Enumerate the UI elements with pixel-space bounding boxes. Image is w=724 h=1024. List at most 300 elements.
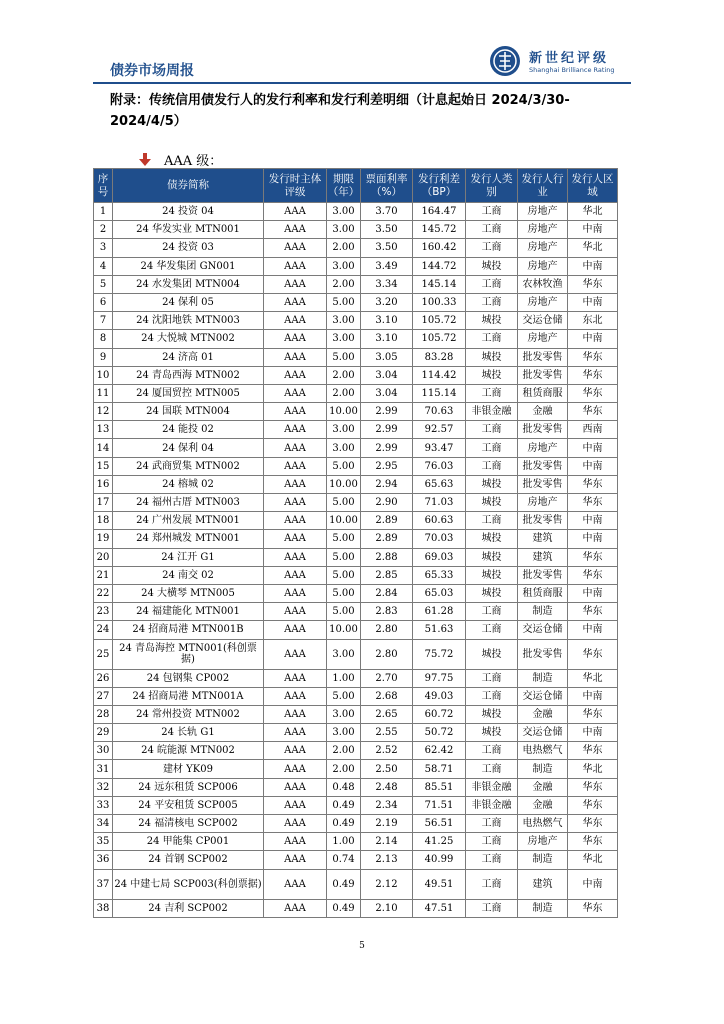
- table-row: [94, 778, 618, 796]
- table-cell: AAA: [264, 221, 327, 239]
- table-cell: 城投: [466, 348, 518, 366]
- table-cell: 3.00: [327, 705, 361, 723]
- table-cell: 华东: [568, 899, 618, 917]
- table-cell: AAA: [264, 584, 327, 602]
- table-cell: 工商: [466, 851, 518, 869]
- table-cell: 2.65: [361, 705, 413, 723]
- table-cell: AAA: [264, 869, 327, 899]
- table-row: [94, 512, 618, 530]
- table-cell: 工商: [466, 221, 518, 239]
- table-cell: 60.72: [413, 705, 466, 723]
- table-cell: 批发零售: [518, 639, 568, 669]
- table-cell: 3.49: [361, 257, 413, 275]
- table-cell: 28: [94, 705, 113, 723]
- table-row: [94, 584, 618, 602]
- table-cell: AAA: [264, 293, 327, 311]
- table-cell: AAA: [264, 203, 327, 221]
- table-cell: 7: [94, 312, 113, 330]
- table-cell: 3.00: [327, 257, 361, 275]
- table-row: [94, 603, 618, 621]
- table-cell: AAA: [264, 312, 327, 330]
- table-cell: 城投: [466, 366, 518, 384]
- table-cell: 华东: [568, 366, 618, 384]
- table-cell: 3.50: [361, 239, 413, 257]
- table-row: [94, 366, 618, 384]
- table-cell: 3.00: [327, 312, 361, 330]
- table-cell: 0.48: [327, 778, 361, 796]
- table-cell: 24 远东租赁 SCP006: [113, 778, 264, 796]
- table-cell: 2.00: [327, 239, 361, 257]
- table-cell: 50.72: [413, 724, 466, 742]
- bond-issuance-table: [93, 168, 618, 918]
- table-cell: AAA: [264, 257, 327, 275]
- table-row: [94, 869, 618, 899]
- table-cell: 33: [94, 796, 113, 814]
- table-row: [94, 687, 618, 705]
- table-cell: 24 武商贸集 MTN002: [113, 457, 264, 475]
- table-cell: AAA: [264, 705, 327, 723]
- table-cell: 160.42: [413, 239, 466, 257]
- table-cell: 中南: [568, 530, 618, 548]
- table-cell: 房地产: [518, 833, 568, 851]
- table-cell: 60.63: [413, 512, 466, 530]
- table-cell: 房地产: [518, 221, 568, 239]
- table-cell: 工商: [466, 421, 518, 439]
- table-cell: 2.19: [361, 815, 413, 833]
- grade-label: AAA 级：: [164, 154, 223, 169]
- table-cell: 2.70: [361, 669, 413, 687]
- table-cell: 中南: [568, 330, 618, 348]
- table-cell: 24 福清核电 SCP002: [113, 815, 264, 833]
- table-cell: 金融: [518, 778, 568, 796]
- table-cell: 51.63: [413, 621, 466, 639]
- table-cell: 3.20: [361, 293, 413, 311]
- table-cell: 工商: [466, 439, 518, 457]
- table-cell: 20: [94, 548, 113, 566]
- table-cell: 2.83: [361, 603, 413, 621]
- table-cell: 144.72: [413, 257, 466, 275]
- table-cell: 24 厦国贸控 MTN005: [113, 384, 264, 402]
- table-cell: 东北: [568, 312, 618, 330]
- table-cell: 25: [94, 639, 113, 669]
- table-cell: 2.68: [361, 687, 413, 705]
- table-cell: 24 济高 01: [113, 348, 264, 366]
- table-cell: 批发零售: [518, 348, 568, 366]
- table-cell: AAA: [264, 815, 327, 833]
- table-cell: 105.72: [413, 330, 466, 348]
- table-cell: 华东: [568, 796, 618, 814]
- table-row: [94, 530, 618, 548]
- table-cell: 城投: [466, 566, 518, 584]
- table-cell: 76.03: [413, 457, 466, 475]
- table-row: [94, 439, 618, 457]
- table-cell: 0.49: [327, 796, 361, 814]
- table-cell: 交运仓储: [518, 687, 568, 705]
- table-cell: 24 皖能源 MTN002: [113, 742, 264, 760]
- table-cell: 24 青岛西海 MTN002: [113, 366, 264, 384]
- table-cell: 中南: [568, 221, 618, 239]
- table-cell: 批发零售: [518, 475, 568, 493]
- table-cell: 5.00: [327, 584, 361, 602]
- table-cell: 83.28: [413, 348, 466, 366]
- table-cell: AAA: [264, 494, 327, 512]
- table-row: [94, 421, 618, 439]
- table-cell: 5.00: [327, 548, 361, 566]
- table-cell: 2.50: [361, 760, 413, 778]
- table-cell: 建筑: [518, 548, 568, 566]
- table-cell: AAA: [264, 621, 327, 639]
- table-cell: 62.42: [413, 742, 466, 760]
- table-cell: 38: [94, 899, 113, 917]
- table-cell: 中南: [568, 512, 618, 530]
- table-cell: AAA: [264, 760, 327, 778]
- table-row: [94, 833, 618, 851]
- table-cell: 租赁商服: [518, 384, 568, 402]
- table-row: [94, 221, 618, 239]
- column-header: 发行利差（BP）: [413, 169, 466, 203]
- table-cell: 65.63: [413, 475, 466, 493]
- table-cell: 房地产: [518, 293, 568, 311]
- table-cell: 145.72: [413, 221, 466, 239]
- table-cell: 华北: [568, 851, 618, 869]
- table-cell: 城投: [466, 548, 518, 566]
- table-cell: 金融: [518, 796, 568, 814]
- table-cell: 10.00: [327, 475, 361, 493]
- table-cell: 2.80: [361, 639, 413, 669]
- table-cell: 12: [94, 403, 113, 421]
- table-cell: 2.80: [361, 621, 413, 639]
- table-cell: AAA: [264, 403, 327, 421]
- table-cell: AAA: [264, 899, 327, 917]
- table-cell: 2.99: [361, 421, 413, 439]
- table-cell: 中南: [568, 439, 618, 457]
- table-cell: AAA: [264, 384, 327, 402]
- table-cell: 非银金融: [466, 796, 518, 814]
- table-cell: 建筑: [518, 869, 568, 899]
- table-cell: 2.52: [361, 742, 413, 760]
- table-cell: 城投: [466, 584, 518, 602]
- table-cell: 华北: [568, 239, 618, 257]
- table-cell: 2.94: [361, 475, 413, 493]
- table-cell: 3.04: [361, 366, 413, 384]
- table-cell: 制造: [518, 899, 568, 917]
- table-cell: 34: [94, 815, 113, 833]
- table-cell: 24 吉利 SCP002: [113, 899, 264, 917]
- table-cell: 华北: [568, 669, 618, 687]
- table-cell: 24 保利 05: [113, 293, 264, 311]
- table-cell: 13: [94, 421, 113, 439]
- table-cell: AAA: [264, 833, 327, 851]
- table-row: [94, 669, 618, 687]
- table-cell: 金融: [518, 403, 568, 421]
- table-cell: AAA: [264, 530, 327, 548]
- table-cell: 24 华发实业 MTN001: [113, 221, 264, 239]
- table-cell: 24 福州古厝 MTN003: [113, 494, 264, 512]
- table-cell: 10: [94, 366, 113, 384]
- table-cell: 工商: [466, 899, 518, 917]
- table-cell: 17: [94, 494, 113, 512]
- table-cell: 工商: [466, 457, 518, 475]
- appendix-title: 附录：传统信用债发行人的发行利率和发行利差明细（计息起始日 2024/3/30-2024/4/5）: [110, 93, 570, 129]
- table-cell: 2.48: [361, 778, 413, 796]
- column-header: 债券简称: [113, 169, 264, 203]
- table-cell: 交运仓储: [518, 312, 568, 330]
- table-cell: 24 首钢 SCP002: [113, 851, 264, 869]
- table-cell: 批发零售: [518, 512, 568, 530]
- table-cell: 工商: [466, 330, 518, 348]
- table-cell: 2.89: [361, 512, 413, 530]
- table-row: [94, 796, 618, 814]
- table-cell: 城投: [466, 530, 518, 548]
- table-cell: 24 南交 02: [113, 566, 264, 584]
- table-cell: AAA: [264, 366, 327, 384]
- table-cell: 华东: [568, 475, 618, 493]
- table-cell: 29: [94, 724, 113, 742]
- table-cell: 24 中建七局 SCP003(科创票据): [113, 869, 264, 899]
- table-cell: 2.89: [361, 530, 413, 548]
- table-row: [94, 760, 618, 778]
- table-cell: 24 郑州城发 MTN001: [113, 530, 264, 548]
- page-header: [93, 40, 631, 84]
- page-number: 5: [359, 941, 365, 951]
- table-cell: 房地产: [518, 494, 568, 512]
- table-row: [94, 815, 618, 833]
- table-cell: AAA: [264, 778, 327, 796]
- table-cell: 工商: [466, 621, 518, 639]
- table-cell: AAA: [264, 742, 327, 760]
- table-cell: 中南: [568, 293, 618, 311]
- table-cell: 3.04: [361, 384, 413, 402]
- table-cell: 11: [94, 384, 113, 402]
- table-cell: 0.49: [327, 869, 361, 899]
- table-cell: AAA: [264, 724, 327, 742]
- table-cell: 2.90: [361, 494, 413, 512]
- table-cell: 115.14: [413, 384, 466, 402]
- table-cell: AAA: [264, 421, 327, 439]
- table-cell: 49.51: [413, 869, 466, 899]
- table-cell: 华东: [568, 833, 618, 851]
- table-cell: AAA: [264, 687, 327, 705]
- table-cell: 40.99: [413, 851, 466, 869]
- table-cell: AAA: [264, 548, 327, 566]
- table-cell: 房地产: [518, 239, 568, 257]
- table-cell: 3.50: [361, 221, 413, 239]
- table-cell: AAA: [264, 475, 327, 493]
- table-cell: 工商: [466, 687, 518, 705]
- table-cell: 3: [94, 239, 113, 257]
- table-cell: 5.00: [327, 566, 361, 584]
- table-cell: 41.25: [413, 833, 466, 851]
- column-header: 序号: [94, 169, 113, 203]
- table-cell: 华东: [568, 815, 618, 833]
- table-cell: 49.03: [413, 687, 466, 705]
- table-row: [94, 457, 618, 475]
- table-cell: AAA: [264, 239, 327, 257]
- table-cell: 2.14: [361, 833, 413, 851]
- table-cell: 1.00: [327, 669, 361, 687]
- table-cell: 2.00: [327, 366, 361, 384]
- table-cell: 10.00: [327, 403, 361, 421]
- table-cell: 32: [94, 778, 113, 796]
- table-cell: 房地产: [518, 257, 568, 275]
- table-row: [94, 548, 618, 566]
- table-cell: 2.00: [327, 275, 361, 293]
- table-cell: 97.75: [413, 669, 466, 687]
- table-cell: 建筑: [518, 530, 568, 548]
- table-cell: 华东: [568, 705, 618, 723]
- table-cell: 31: [94, 760, 113, 778]
- table-cell: 城投: [466, 639, 518, 669]
- table-cell: AAA: [264, 639, 327, 669]
- table-cell: 华东: [568, 742, 618, 760]
- table-cell: 西南: [568, 421, 618, 439]
- table-cell: 制造: [518, 603, 568, 621]
- table-cell: 华北: [568, 760, 618, 778]
- column-header: 发行人区域: [568, 169, 618, 203]
- table-cell: 中南: [568, 457, 618, 475]
- table-cell: 24 大悦城 MTN002: [113, 330, 264, 348]
- table-cell: 2.12: [361, 869, 413, 899]
- table-cell: 10.00: [327, 621, 361, 639]
- table-cell: 145.14: [413, 275, 466, 293]
- table-header-row: [94, 169, 618, 203]
- table-cell: 58.71: [413, 760, 466, 778]
- table-cell: AAA: [264, 566, 327, 584]
- table-cell: 24 广州发展 MTN001: [113, 512, 264, 530]
- logo-emblem-icon: [489, 45, 521, 77]
- table-cell: 工商: [466, 384, 518, 402]
- column-header: 发行人行业: [518, 169, 568, 203]
- table-cell: 城投: [466, 705, 518, 723]
- table-cell: 24 投资 03: [113, 239, 264, 257]
- table-cell: 22: [94, 584, 113, 602]
- table-cell: 3.70: [361, 203, 413, 221]
- table-cell: AAA: [264, 669, 327, 687]
- table-cell: 房地产: [518, 203, 568, 221]
- table-cell: 中南: [568, 869, 618, 899]
- table-cell: 5.00: [327, 293, 361, 311]
- table-cell: 2.00: [327, 384, 361, 402]
- table-cell: 3.10: [361, 330, 413, 348]
- table-body: [94, 203, 618, 918]
- table-row: [94, 899, 618, 917]
- table-cell: 华东: [568, 403, 618, 421]
- table-cell: 56.51: [413, 815, 466, 833]
- table-cell: 房地产: [518, 330, 568, 348]
- table-cell: 5.00: [327, 457, 361, 475]
- table-cell: 批发零售: [518, 366, 568, 384]
- table-cell: 3.00: [327, 724, 361, 742]
- table-cell: 24 青岛海控 MTN001(科创票据): [113, 639, 264, 669]
- table-cell: 24 沈阳地铁 MTN003: [113, 312, 264, 330]
- table-cell: 华北: [568, 203, 618, 221]
- table-cell: 164.47: [413, 203, 466, 221]
- table-cell: 5.00: [327, 494, 361, 512]
- table-cell: AAA: [264, 796, 327, 814]
- table-cell: 电热燃气: [518, 742, 568, 760]
- table-cell: 5.00: [327, 687, 361, 705]
- table-row: [94, 384, 618, 402]
- table-cell: 工商: [466, 742, 518, 760]
- table-cell: 工商: [466, 239, 518, 257]
- table-cell: 华东: [568, 348, 618, 366]
- table-row: [94, 239, 618, 257]
- table-cell: 8: [94, 330, 113, 348]
- table-cell: 36: [94, 851, 113, 869]
- table-row: [94, 851, 618, 869]
- table-cell: 3.00: [327, 203, 361, 221]
- table-cell: 26: [94, 669, 113, 687]
- column-header: 票面利率（%）: [361, 169, 413, 203]
- table-cell: AAA: [264, 439, 327, 457]
- table-cell: 中南: [568, 687, 618, 705]
- table-cell: 城投: [466, 494, 518, 512]
- table-cell: 24 投资 04: [113, 203, 264, 221]
- table-cell: 2.10: [361, 899, 413, 917]
- table-cell: 6: [94, 293, 113, 311]
- header-divider: [93, 82, 631, 84]
- table-cell: 2.88: [361, 548, 413, 566]
- table-cell: 2.95: [361, 457, 413, 475]
- table-cell: 工商: [466, 512, 518, 530]
- table-cell: 24 包钢集 CP002: [113, 669, 264, 687]
- table-cell: 92.57: [413, 421, 466, 439]
- table-cell: 金融: [518, 705, 568, 723]
- table-row: [94, 494, 618, 512]
- table-cell: AAA: [264, 851, 327, 869]
- table-cell: 18: [94, 512, 113, 530]
- table-cell: 21: [94, 566, 113, 584]
- table-cell: 2.85: [361, 566, 413, 584]
- table-cell: 华东: [568, 603, 618, 621]
- table-cell: 租赁商服: [518, 584, 568, 602]
- table-cell: 24 榕城 02: [113, 475, 264, 493]
- grade-section-label: [138, 150, 222, 169]
- table-cell: 24 常州投资 MTN002: [113, 705, 264, 723]
- table-cell: 华东: [568, 566, 618, 584]
- table-cell: 3.34: [361, 275, 413, 293]
- table-cell: 47.51: [413, 899, 466, 917]
- table-cell: 2.00: [327, 742, 361, 760]
- table-cell: 105.72: [413, 312, 466, 330]
- table-cell: 100.33: [413, 293, 466, 311]
- table-cell: 工商: [466, 815, 518, 833]
- table-cell: 1.00: [327, 833, 361, 851]
- table-cell: 19: [94, 530, 113, 548]
- company-logo: [489, 45, 629, 79]
- table-cell: 城投: [466, 312, 518, 330]
- column-header: 发行人类别: [466, 169, 518, 203]
- table-cell: 城投: [466, 475, 518, 493]
- table-cell: 2.84: [361, 584, 413, 602]
- table-row: [94, 275, 618, 293]
- table-cell: 华东: [568, 275, 618, 293]
- table-row: [94, 203, 618, 221]
- table-cell: 114.42: [413, 366, 466, 384]
- table-cell: 65.03: [413, 584, 466, 602]
- report-title: 债券市场周报: [110, 63, 194, 79]
- table-cell: 中南: [568, 621, 618, 639]
- table-cell: AAA: [264, 512, 327, 530]
- table-cell: 3.05: [361, 348, 413, 366]
- table-cell: 70.63: [413, 403, 466, 421]
- arrow-down-bullet-icon: [138, 153, 152, 167]
- table-cell: 93.47: [413, 439, 466, 457]
- table-cell: 27: [94, 687, 113, 705]
- table-cell: 71.51: [413, 796, 466, 814]
- table-cell: 37: [94, 869, 113, 899]
- table-cell: AAA: [264, 348, 327, 366]
